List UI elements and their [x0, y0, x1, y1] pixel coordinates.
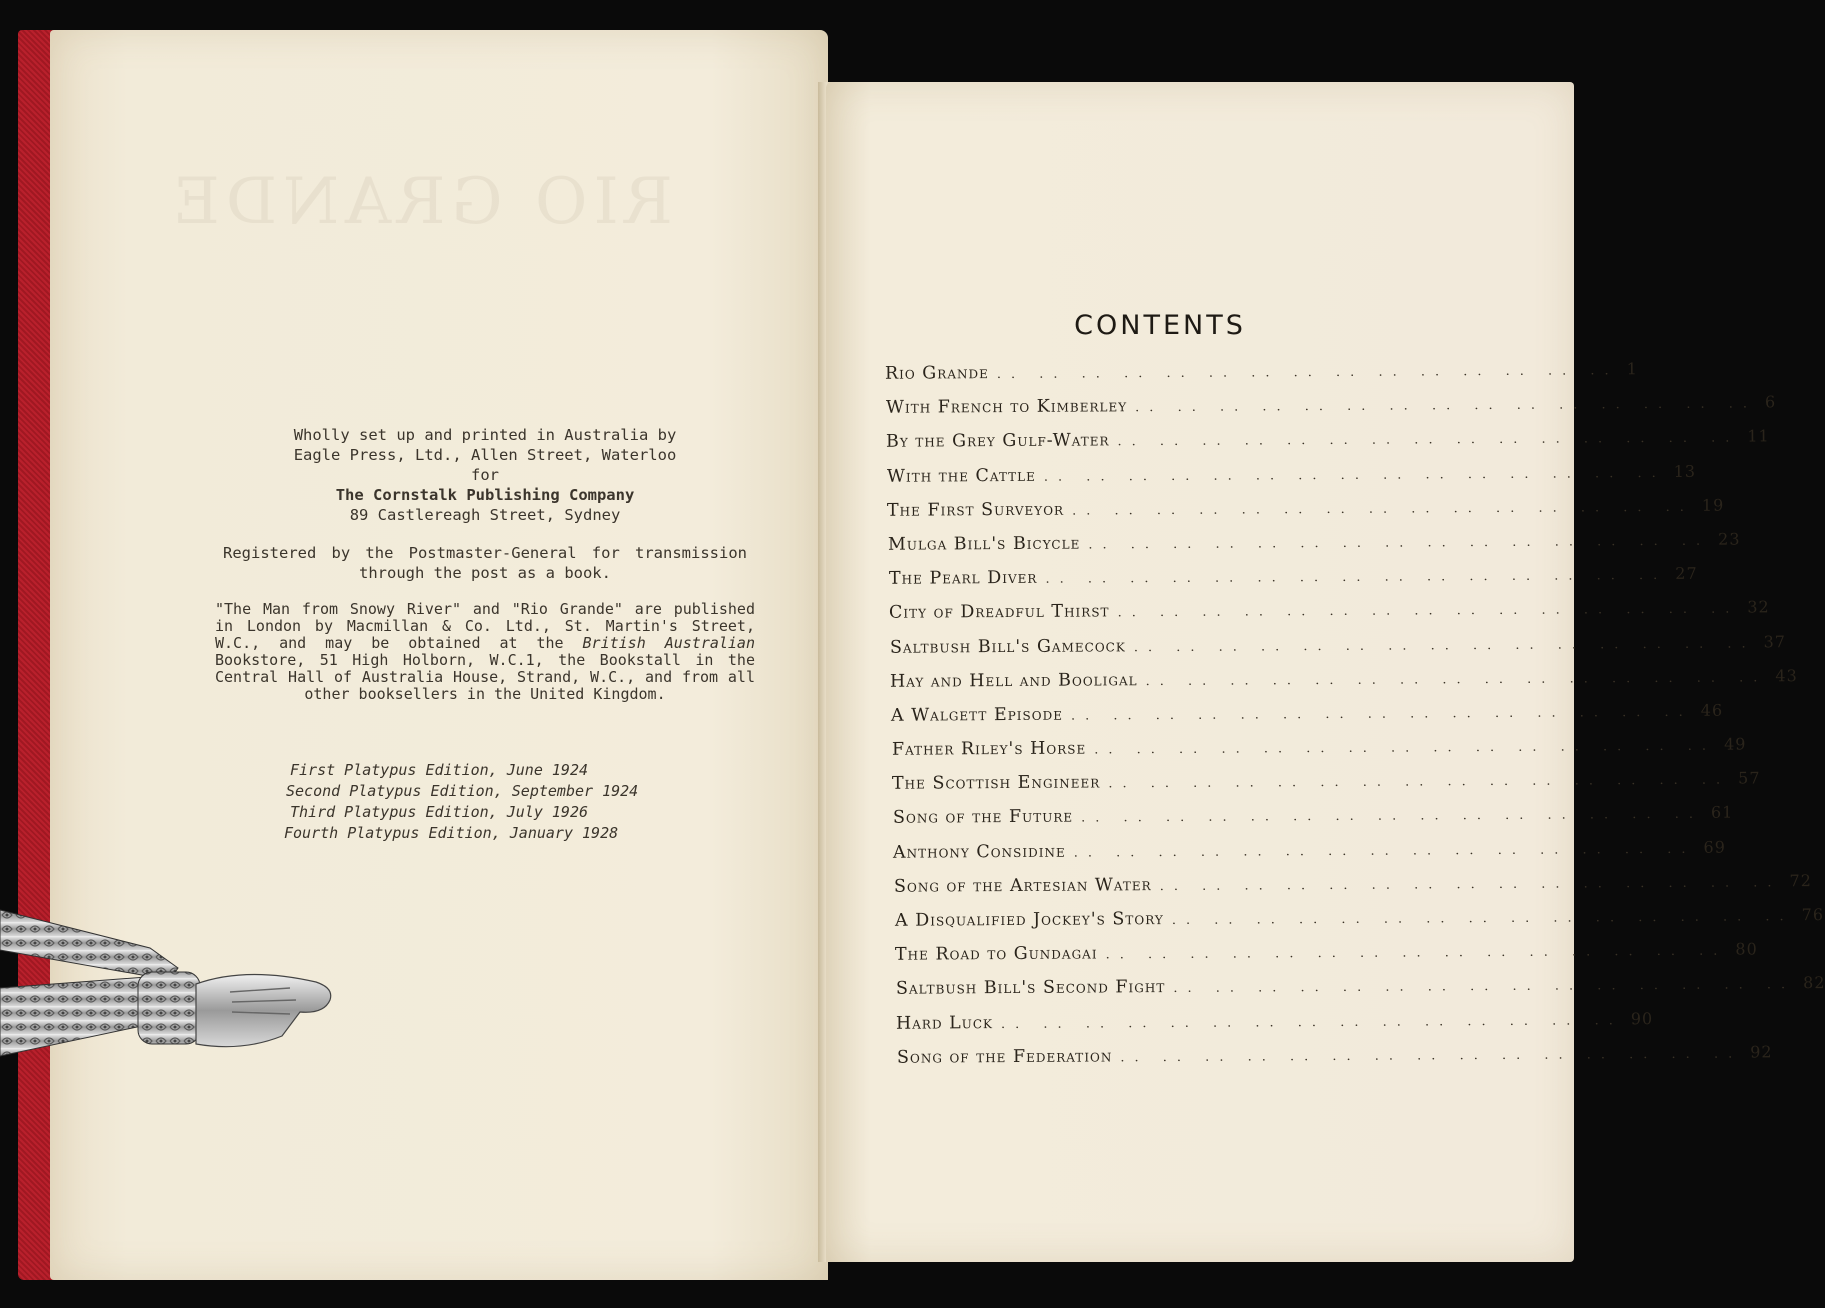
imprint-address: 89 Castlereagh Street, Sydney — [349, 506, 621, 524]
postal-registration: Registered by the Postmaster-General for transmission through the post as a book. — [223, 544, 747, 582]
show-through-title: RIO GRANDE — [167, 165, 673, 239]
toc-page-number: 43 — [1775, 665, 1799, 685]
edition-history — [284, 760, 730, 844]
toc-title: Song of the Federation — [896, 1046, 1113, 1068]
toc-title: Anthony Considine — [893, 841, 1067, 863]
toc-title: With the Cattle — [886, 465, 1036, 487]
toc-page-number: 37 — [1763, 631, 1786, 651]
toc-leader-dots: .. .. .. .. .. .. .. .. .. .. .. .. .. .. .. — [1117, 430, 1740, 450]
toc-row — [890, 665, 1799, 706]
toc-leader-dots: .. .. .. .. .. .. .. .. .. .. .. .. .. .. .. — [1134, 396, 1757, 416]
toc-row — [892, 803, 1734, 843]
toc-leader-dots: .. .. .. .. .. .. .. .. .. .. .. .. .. .. .. — [1080, 807, 1703, 826]
toc-title: The Road to Gundagai — [895, 943, 1098, 965]
imprint-line: for — [471, 466, 499, 484]
toc-row — [895, 973, 1825, 1014]
toc-page-number: 6 — [1764, 392, 1776, 412]
toc-page-number: 90 — [1631, 1008, 1654, 1028]
toc-leader-dots: .. .. .. .. .. .. .. .. .. .. .. .. .. .. .. — [1001, 1012, 1624, 1032]
toc-page-number: 23 — [1718, 529, 1741, 549]
toc-leader-dots: .. .. .. .. .. .. .. .. .. .. .. .. .. .. .. — [1120, 1046, 1743, 1066]
toc-row — [889, 631, 1786, 672]
toc-title: A Disqualified Jockey's Story — [894, 909, 1164, 931]
toc-row — [887, 529, 1741, 569]
toc-page-number: 27 — [1674, 563, 1698, 584]
london-distribution-note — [205, 601, 765, 703]
printer-imprint — [205, 425, 765, 703]
imprint-line: Wholly set up and printed in Australia by — [293, 426, 677, 444]
toc-leader-dots: .. .. .. .. .. .. .. .. .. .. .. .. .. .. .. — [1171, 909, 1794, 929]
toc-row — [893, 870, 1812, 911]
toc-row — [894, 905, 1824, 945]
toc-row — [890, 700, 1724, 740]
toc-title: The Scottish Engineer — [892, 772, 1101, 794]
toc-leader-dots: .. .. .. .. .. .. .. .. .. .. .. .. .. .. .. — [1145, 670, 1768, 689]
toc-title: Mulga Bill's Bicycle — [887, 533, 1081, 555]
london-note-italic: British Australian — [582, 634, 755, 652]
toc-page-number: 11 — [1747, 426, 1770, 446]
toc-row — [892, 768, 1761, 809]
toc-title: Father Riley's Horse — [891, 738, 1086, 760]
toc-title: City of Dreadful Thirst — [889, 601, 1110, 624]
table-of-contents — [884, 359, 1825, 1080]
toc-row — [891, 734, 1747, 774]
toc-title: Rio Grande — [884, 363, 989, 384]
toc-leader-dots: .. .. .. .. .. .. .. .. .. .. .. .. .. .. .. — [1070, 704, 1693, 724]
toc-page-number: 57 — [1738, 768, 1761, 788]
toc-page-number: 32 — [1747, 597, 1770, 617]
toc-leader-dots: .. .. .. .. .. .. .. .. .. .. .. .. .. .. .. — [1043, 465, 1666, 485]
toc-leader-dots: .. .. .. .. .. .. .. .. .. .. .. .. .. .. .. — [1173, 977, 1795, 997]
toc-page-number: 76 — [1801, 905, 1824, 925]
toc-leader-dots: .. .. .. .. .. .. .. .. .. .. .. .. .. .. .. — [1074, 841, 1696, 861]
toc-page-number: 49 — [1723, 734, 1747, 754]
london-note-part2: Bookstore, 51 High Holborn, W.C.1, the Bookstall in the Central Hall of Australia House, Strand, W.C., and from all other booksellers in the United Kingdom. — [215, 651, 755, 703]
toc-row — [888, 563, 1698, 603]
toc-leader-dots: .. .. .. .. .. .. .. .. .. .. .. .. .. .. .. — [1093, 738, 1716, 758]
toc-page-number: 82 — [1802, 973, 1825, 993]
toc-leader-dots: .. .. .. .. .. .. .. .. .. .. .. .. .. .. .. — [1045, 568, 1667, 587]
toc-leader-dots: .. .. .. .. .. .. .. .. .. .. .. .. .. .. .. — [1133, 635, 1756, 655]
toc-leader-dots: .. .. .. .. .. .. .. .. .. .. .. .. .. .. .. — [1159, 875, 1782, 894]
imprint-publisher: The Cornstalk Publishing Company — [335, 486, 635, 504]
contents-heading: CONTENTS — [1074, 310, 1246, 341]
toc-row — [895, 939, 1758, 979]
toc-title: Hard Luck — [896, 1012, 994, 1034]
imprint-line: Eagle Press, Ltd., Allen Street, Waterloo — [293, 446, 677, 464]
edition-line: Second Platypus Edition, September 1924 — [286, 782, 639, 800]
toc-page-number: 61 — [1710, 803, 1734, 823]
toc-row — [896, 1008, 1654, 1048]
toc-leader-dots: .. .. .. .. .. .. .. .. .. .. .. .. .. .. .. — [1072, 499, 1695, 519]
toc-title: Saltbush Bill's Gamecock — [889, 635, 1126, 658]
toc-leader-dots: .. .. .. .. .. .. .. .. .. .. .. .. .. .. .. — [1108, 772, 1731, 792]
toc-page-number: 19 — [1702, 495, 1725, 515]
toc-row — [893, 837, 1727, 877]
toc-title: A Walgett Episode — [890, 704, 1064, 726]
toc-title: The First Surveyor — [887, 499, 1065, 521]
toc-title: By the Grey Gulf-Water — [886, 430, 1110, 453]
toc-row — [887, 495, 1725, 535]
toc-title: Song of the Future — [892, 807, 1074, 829]
toc-title: The Pearl Diver — [888, 567, 1038, 589]
london-note-part1: "The Man from Snowy River" and "Rio Grande" are published in London by Macmillan & Co. Ltd., St. Martin's Street, W.C., and may be obtained at the — [215, 600, 755, 652]
toc-page-number: 80 — [1735, 939, 1758, 959]
toc-leader-dots: .. .. .. .. .. .. .. .. .. .. .. .. .. .. .. — [1117, 601, 1740, 621]
toc-row — [886, 461, 1696, 501]
metal-bookmark-clip — [0, 880, 360, 1070]
toc-page-number: 69 — [1703, 837, 1727, 857]
toc-title: Saltbush Bill's Second Fight — [895, 977, 1166, 1000]
toc-leader-dots: .. .. .. .. .. .. .. .. .. .. .. .. .. .. .. — [1105, 943, 1728, 963]
toc-row — [889, 597, 1770, 638]
toc-row — [886, 426, 1770, 467]
toc-row — [885, 392, 1776, 432]
toc-page-number: 72 — [1789, 870, 1812, 891]
edition-line: First Platypus Edition, June 1924 — [290, 761, 589, 779]
toc-row — [896, 1042, 1773, 1082]
toc-leader-dots: .. .. .. .. .. .. .. .. .. .. .. .. .. .. .. — [996, 363, 1619, 383]
toc-leader-dots: .. .. .. .. .. .. .. .. .. .. .. .. .. .. .. — [1088, 533, 1711, 553]
toc-page-number: 1 — [1626, 359, 1638, 379]
toc-title: Song of the Artesian Water — [893, 874, 1152, 897]
toc-row — [884, 359, 1638, 398]
toc-page-number: 13 — [1673, 461, 1696, 481]
toc-page-number: 92 — [1750, 1042, 1773, 1062]
toc-page-number: 46 — [1700, 700, 1724, 720]
edition-line: Fourth Platypus Edition, January 1928 — [284, 824, 619, 842]
toc-title: With French to Kimberley — [885, 396, 1127, 418]
toc-title: Hay and Hell and Booligal — [890, 669, 1139, 692]
edition-line: Third Platypus Edition, July 1926 — [290, 803, 589, 821]
